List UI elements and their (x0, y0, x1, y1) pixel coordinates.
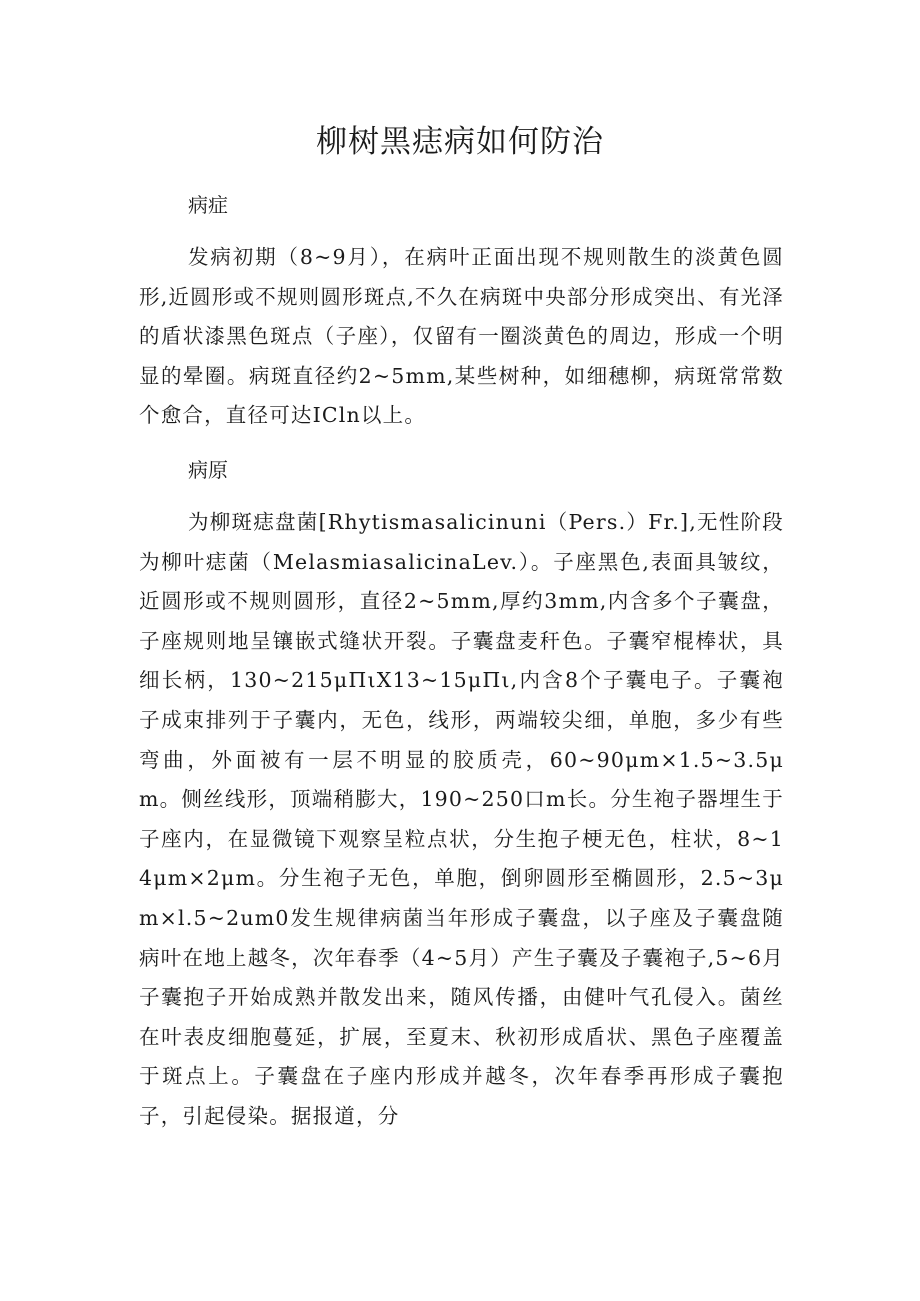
section-paragraph-symptoms: 发病初期（8~9月），在病叶正面出现不规则散生的淡黄色圆形,近圆形或不规则圆形斑点,不久在病斑中央部分形成突出、有光泽的盾状漆黑色斑点（子座），仅留有一圈淡黄色的周边，形成一个明显的晕圈。病斑直径约2~5mm,某些树种，如细穗柳，病斑常常数个愈合，直径可达ICln以上。 (139, 245, 784, 428)
section-heading-symptoms: 病症 (188, 193, 228, 217)
section-paragraph-pathogen: 为柳斑痣盘菌[Rhytismasalicinuni（Pers.）Fr.],无性阶段为柳叶痣菌（MelasmiasalicinaLev.）。子座黑色,表面具皱纹，近圆形或不规则圆形，直径2~5mm,厚约3mm,内含多个子囊盘，子座规则地呈镶嵌式缝状开裂。子囊盘麦秆色。子囊窄棍棒状，具细长柄，130~215μΠιX13~15μΠι,内含8个子囊电子。子囊袍子成束排列于子囊内，无色，线形，两端较尖细，单胞，多少有些弯曲，外面被有一层不明显的胶质壳，60~90μm×1.5~3.5μm。侧丝线形，顶端稍膨大，190~250口m长。分生袍子器埋生于子座内，在显微镜下观察呈粒点状，分生抱子梗无色，柱状，8~14μm×2μm。分生袍子无色，单胞，倒卵圆形至椭圆形，2.5~3μm×l.5~2um0发生规律病菌当年形成子囊盘，以子座及子囊盘随病叶在地上越冬，次年春季（4~5月）产生子囊及子囊袍子,5~6月子囊抱子开始成熟并散发出来，随风传播，由健叶气孔侵入。菌丝在叶表皮细胞蔓延，扩展，至夏末、秋初形成盾状、黑色子座覆盖于斑点上。子囊盘在子座内形成并越冬，次年春季再形成子囊抱子，引起侵染。据报道，分 (139, 510, 784, 1128)
document-title: 柳树黑痣病如何防治 (316, 124, 604, 160)
section-heading-pathogen: 病原 (188, 458, 228, 482)
